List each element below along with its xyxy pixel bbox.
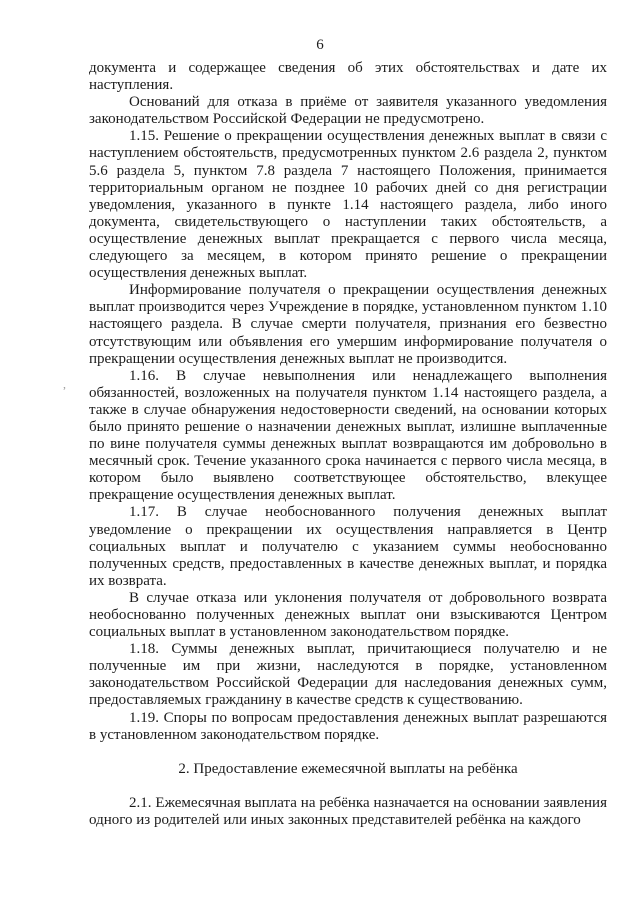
section-heading: 2. Предоставление ежемесячной выплаты на ребёнка: [178, 760, 518, 777]
paragraph-2-1: 2.1. Ежемесячная выплата на ребёнка назначается на основании заявления одного из родителей или иных законных представителей ребёнка на каждого: [89, 794, 607, 828]
paragraph-continuation: документа и содержащее сведения об этих обстоятельствах и дате их наступления.: [89, 60, 607, 94]
paragraph-1-18: 1.18. Суммы денежных выплат, причитающиеся получателю и не полученные им при жизни, наследуются в порядке, установленном законодательством Российской Федерации для наследования денежных сумм, предоставляемых гражданину в качестве средств к существованию.: [89, 641, 607, 709]
paragraph-no-refusal-grounds: Оснований для отказа в приёме от заявителя указанного уведомления законодательством Российской Федерации не предусмотрено.: [89, 94, 607, 128]
paragraph-informing-recipient: Информирование получателя о прекращении осуществления денежных выплат производится через Учреждение в порядке, установленном пунктом 1.10 настоящего раздела. В случае смерти получателя, признания его безвестно отсутствующим или объявления его умершим информирование получателя о прекращении осуществления денежных выплат не производится.: [89, 282, 607, 367]
document-body: [89, 60, 607, 829]
paragraph-1-19: 1.19. Споры по вопросам предоставления денежных выплат разрешаются в установленном законодательством порядке.: [89, 709, 607, 743]
paragraph-1-16: 1.16. В случае невыполнения или ненадлежащего выполнения обязанностей, возложенных на получателя пунктом 1.14 настоящего раздела, а также в случае обнаружения недостоверности сведений, на основании которых было принято решение о назначении денежных выплат, излишне выплаченные по вине получателя суммы денежных выплат возвращаются им добровольно в месячный срок. Течение указанного срока начинается с первого числа месяца, в котором было выявлено соответствующее обстоятельство, влекущее прекращение осуществления денежных выплат.: [89, 367, 607, 504]
paragraph-refusal-recovery: В случае отказа или уклонения получателя от добровольного возврата необоснованно полученных денежных выплат они взыскиваются Центром социальных выплат в установленном законодательством порядке.: [89, 589, 607, 641]
paragraph-1-15: 1.15. Решение о прекращении осуществления денежных выплат в связи с наступлением обстоятельств, предусмотренных пунктом 2.6 раздела 2, пунктом 5.6 раздела 5, пунктом 7.8 раздела 7 настоящего Положения, принимается территориальным органом не позднее 10 рабочих дней со дня регистрации уведомления, указанного в пункте 1.14 настоящего раздела, либо иного документа, свидетельствующего о наступлении таких обстоятельств, а осуществление денежных выплат прекращается с первого числа месяца, следующего за месяцем, в котором принято решение о прекращении осуществления денежных выплат.: [89, 128, 607, 282]
paragraph-1-17: 1.17. В случае необоснованного получения денежных выплат уведомление о прекращении их осуществления направляется в Центр социальных выплат и получателю с указанием суммы необоснованно полученных средств, предоставленных в качестве денежных выплат, и порядка их возврата.: [89, 504, 607, 589]
scan-speck: ,: [63, 377, 66, 391]
page-number: 6: [316, 37, 324, 53]
